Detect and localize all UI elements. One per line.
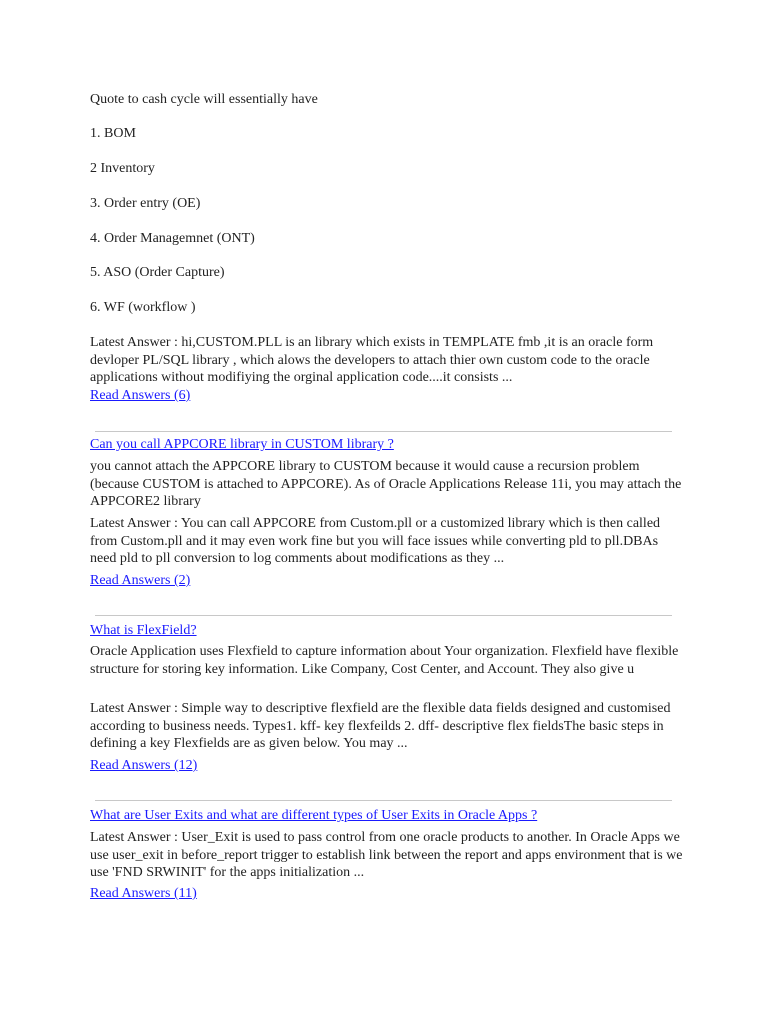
question-title-link[interactable]: What are User Exits and what are different types of User Exits in Oracle Apps ? — [90, 808, 538, 823]
read-answers-link[interactable]: Read Answers (2) — [90, 573, 191, 588]
read-answers-link[interactable]: Read Answers (12) — [90, 758, 198, 773]
intro-heading: Quote to cash cycle will essentially have — [90, 92, 318, 107]
latest-answer-text: Latest Answer : hi,CUSTOM.PLL is an library which exists in TEMPLATE fmb ,it is an oracle form devloper PL/SQL library , which alows the developers to attach thier own custom code to the oracle applications without modifiying the orginal application code....it consists ... — [90, 335, 654, 385]
question-title-link[interactable]: What is FlexField? — [90, 623, 197, 638]
read-answers-link[interactable]: Read Answers (11) — [90, 886, 197, 901]
list-item: 4. Order Managemnet (ONT) — [90, 231, 255, 246]
section-divider — [95, 431, 672, 432]
list-item: 3. Order entry (OE) — [90, 196, 201, 211]
list-item: 6. WF (workflow ) — [90, 300, 196, 315]
section-divider — [95, 615, 672, 616]
read-answers-link[interactable]: Read Answers (6) — [90, 388, 191, 403]
list-item: 1. BOM — [90, 126, 136, 141]
question-description: Oracle Application uses Flexfield to capture information about Your organization. Flexfield have flexible structure for storing key information. Like Company, Cost Center, and Account. They also give u — [90, 644, 679, 677]
latest-answer-text: Latest Answer : You can call APPCORE from Custom.pll or a customized library which is then called from Custom.pll and it may even work fine but you will face issues while converting pld to pll.DBAs need pld to pll conversion to log comments about modifications as they ... — [90, 516, 661, 566]
list-item: 5. ASO (Order Capture) — [90, 265, 225, 280]
question-description: you cannot attach the APPCORE library to CUSTOM because it would cause a recursion problem (because CUSTOM is attached to APPCORE). As of Oracle Applications Release 11i, you may attach the APPCORE2 library — [90, 459, 682, 509]
question-title-link[interactable]: Can you call APPCORE library in CUSTOM library ? — [90, 437, 394, 452]
latest-answer-text: Latest Answer : Simple way to descriptive flexfield are the flexible data fields designed and customised according to business needs. Types1. kff- key flexfeilds 2. dff- descriptive flex fieldsThe basic steps in defining a key Flexfields are as given below. You may ... — [90, 701, 671, 751]
latest-answer-text: Latest Answer : User_Exit is used to pass control from one oracle products to another. In Oracle Apps we use user_exit in before_report trigger to establish link between the report and apps environment that is we use 'FND SRWINIT' for the apps initialization ... — [90, 830, 683, 880]
list-item: 2 Inventory — [90, 161, 155, 176]
section-divider — [95, 800, 672, 801]
